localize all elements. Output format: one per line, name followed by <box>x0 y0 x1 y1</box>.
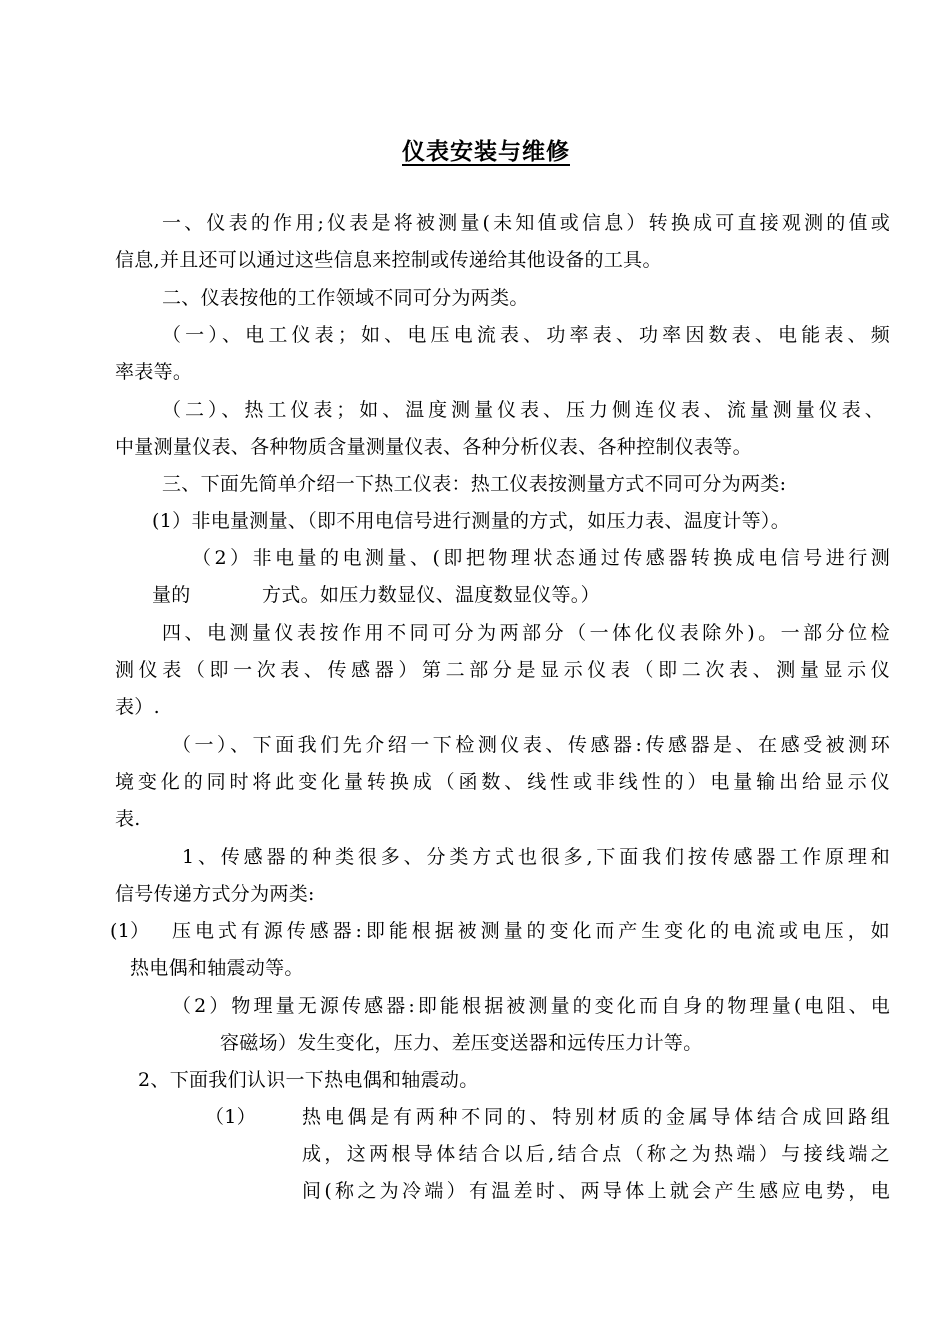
paragraph-line: 压电式有源传感器:即能根据被测量的变化而产生变化的电流或电压，如 <box>172 920 890 942</box>
paragraph-line: 容磁场）发生变化，压力、差压变送器和远传压力计等。 <box>220 1032 703 1054</box>
list-marker: (1） <box>110 920 150 942</box>
paragraph-line: （一）、电工仪表；如、电压电流表、功率表、功率因数表、电能表、频 <box>162 324 890 346</box>
paragraph-line: 信息,并且还可以通过这些信息来控制或传递给其他设备的工具。 <box>115 249 662 271</box>
paragraph-line: （二）、热工仪表；如、温度测量仪表、压力侧连仪表、流量测量仪表、 <box>162 399 884 421</box>
document-title: 仪表安装与维修 <box>402 138 570 165</box>
paragraph-line: 四、电测量仪表按作用不同可分为两部分（一体化仪表除外)。一部分位检 <box>162 622 890 644</box>
paragraph-line: 一、仪表的作用;仪表是将被测量(未知值或信息）转换成可直接观测的值或 <box>162 212 890 234</box>
paragraph-line: （一）、下面我们先介绍一下检测仪表、传感器:传感器是、在感受被测环 <box>172 734 890 756</box>
paragraph-line: 表）. <box>115 696 160 718</box>
paragraph-line: 率表等。 <box>115 361 193 383</box>
paragraph-line: 方式。如压力数显仪、温度数显仪等。） <box>262 584 600 606</box>
paragraph-line: 中量测量仪表、各种物质含量测量仪表、各种分析仪表、各种控制仪表等。 <box>115 436 752 458</box>
paragraph-line: 表. <box>115 808 141 830</box>
list-marker: （1） <box>205 1106 256 1128</box>
paragraph-line: (1）非电量测量、（即不用电信号进行测量的方式，如压力表、温度计等）。 <box>152 510 791 532</box>
paragraph-line: 热电偶和轴震动等。 <box>130 957 304 979</box>
paragraph-line: 1、传感器的种类很多、分类方式也很多,下面我们按传感器工作原理和 <box>182 846 890 868</box>
paragraph-line: 二、仪表按他的工作领域不同可分为两类。 <box>162 287 529 309</box>
paragraph-line: 2、下面我们认识一下热电偶和轴震动。 <box>138 1069 479 1091</box>
paragraph-line: 测仪表（即一次表、传感器）第二部分是显示仪表（即二次表、测量显示仪 <box>115 659 890 681</box>
paragraph-line: （2）物理量无源传感器:即能根据被测量的变化而自身的物理量(电阻、电 <box>172 995 890 1017</box>
paragraph-line: 信号传递方式分为两类: <box>115 883 315 905</box>
paragraph-line: 热电偶是有两种不同的、特别材质的金属导体结合成回路组 <box>302 1106 890 1128</box>
paragraph-line: （2）非电量的电测量、(即把物理状态通过传感器转换成电信号进行测 <box>192 547 890 569</box>
paragraph-line: 境变化的同时将此变化量转换成（函数、线性或非线性的）电量输出给显示仪 <box>115 771 890 793</box>
paragraph-line: 成，这两根导体结合以后,结合点（称之为热端）与接线端之 <box>302 1143 890 1165</box>
paragraph-line: 间(称之为冷端）有温差时、两导体上就会产生感应电势，电 <box>302 1180 890 1202</box>
paragraph-line: 量的 <box>152 584 191 606</box>
paragraph-line: 三、下面先简单介绍一下热工仪表：热工仪表按测量方式不同可分为两类: <box>162 473 787 495</box>
